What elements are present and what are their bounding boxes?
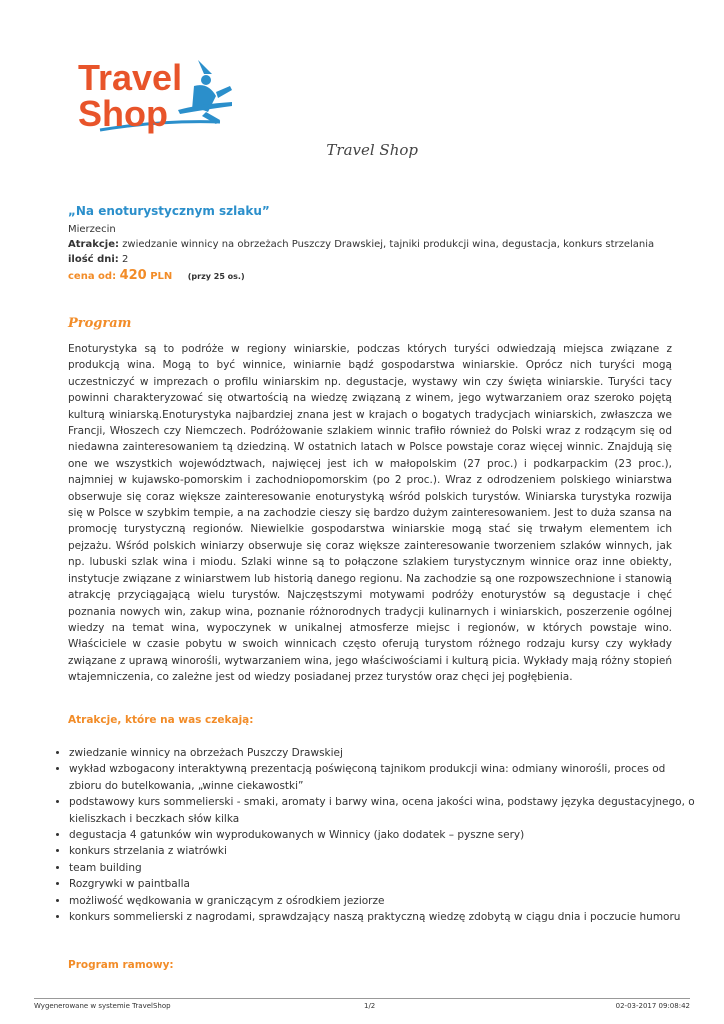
witch-icon xyxy=(178,60,232,124)
attractions-label: Atrakcje: xyxy=(68,239,119,250)
list-item: • podstawowy kurs sommelierski - smaki, aromaty i barwy wina, ocena jakości wina, podstawy języka degustacyjnego, o kieliszkach i beczkach słów kilka xyxy=(69,794,699,827)
list-item: • team building xyxy=(69,860,699,876)
price-note: (przy 25 os.) xyxy=(187,272,245,281)
days-label: ilość dni: xyxy=(68,254,119,265)
logo-line2: Shop xyxy=(78,93,168,134)
offer-attractions xyxy=(68,237,688,252)
footer-page-number: 1/2 xyxy=(364,1002,376,1010)
list-item: • zwiedzanie winnicy na obrzeżach Puszczy Drawskiej xyxy=(69,745,699,761)
offer-days xyxy=(68,252,688,267)
attractions-value: zwiedzanie winnicy na obrzeżach Puszczy Drawskiej, tajniki produkcji wina, degustacja, konkurs strzelania xyxy=(122,239,655,250)
offer-location: Mierzecin xyxy=(68,224,116,235)
price-amount: 420 xyxy=(119,268,147,283)
attractions-list xyxy=(54,745,699,925)
offer-summary xyxy=(68,204,688,286)
footer-timestamp: 02-03-2017 09:08:42 xyxy=(615,1002,690,1010)
attractions-heading: Atrakcje, które na was czekają: xyxy=(68,714,254,726)
offer-title: „Na enoturystycznym szlaku” xyxy=(68,204,270,218)
page-footer xyxy=(34,998,690,1014)
price-currency: PLN xyxy=(150,271,173,282)
days-value: 2 xyxy=(121,254,129,265)
program-ramowy-heading: Program ramowy: xyxy=(68,959,174,971)
offer-price xyxy=(68,267,688,286)
travelshop-logo xyxy=(70,50,240,142)
list-item: • Rozgrywki w paintballa xyxy=(69,876,699,892)
list-item: • konkurs strzelania z wiatrówki xyxy=(69,843,699,859)
list-item: • wykład wzbogacony interaktywną prezentacją poświęconą tajnikom produkcji wina: odmiany winorośli, proces od zbioru do butelkowania, „winne ciekawostki” xyxy=(69,761,699,794)
footer-generated: Wygenerowane w systemie TravelShop xyxy=(34,1002,171,1010)
program-text: Enoturystyka są to podróże w regiony winiarskie, podczas których turyści odwiedzają miejsca związane z produkcją wina. Mogą to być winnice, winiarnie bądź gospodarstwa winiarskie. Oprócz nich turyści mogą uczestniczyć w imprezach o profilu winiarskim np. degustacje, wystawy win czy święta winiarskie. Turyści tacy powinni charakteryzować się otwartością na wiedzę związaną z winem, jego wytwarzaniem oraz szeroko pojętą kulturą winiarską.Enoturystyka najbardziej znana jest w krajach o bogatych tradycjach winiarskich, zwłaszcza we Francji, Włoszech czy Niemczech. Podróżowanie szlakiem winnic trafiło również do Polski wraz z rodzącym się od niedawna zainteresowaniem tą dziedziną. W ostatnich latach w Polsce powstaje coraz więcej winnic. Znajdują się one we wszystkich województwach, najwięcej jest ich w małopolskim (27 proc.) i podkarpackim (23 proc.), najmniej w kujawsko-pomorskim i zachodniopomorskim (po 2 proc.). Wraz z odrodzeniem polskiego winiarstwa obserwuje się coraz większe zainteresowanie enoturystyką wśród polskich turystów. Winiarska turystyka rozwija się w Polsce w szybkim tempie, a na zachodzie cieszy się bardzo dużym zainteresowaniem. Jest to duża szansa na promocję turystyczną regionów. Niewielkie gospodarstwa winiarskie mogą stać się trwałym elementem ich pejzażu. Wśród polskich winiarzy obserwuje się coraz większe zainteresowanie tworzeniem szlaków winnych, jak np. lubuski szlak wina i miodu. Szlaki winne są to połączone szlakiem turystycznym winnice oraz inne obiekty, instytucje związane z winiarstwem lub historią danego regionu. Na zachodzie są one rozpowszechnione i stanowią atrakcję przyciągającą wielu turystów. Najczęstszymi motywami podróży enoturystów są degustacje i chęć poznania nowych win, zakup wina, poznanie różnorodnych tradycji kulinarnych i winiarskich, poszerzenie ogólnej wiedzy na temat wina, wypoczynek w unikalnej atmosferze miejsc i regionów, w których powstaje wino. Właściciele w czasie pobytu w swoich winnicach często oferują turystom różnego rodzaju kursy czy wykłady związane z uprawą winorośli, wytwarzaniem wina, jego właściwościami i kulturą picia. Wykłady mają różny stopień wtajemniczenia, co zależne jest od wiedzy posiadanej przez turystów oraz chęci jej pogłębienia. xyxy=(68,343,672,684)
list-item: • degustacja 4 gatunków win wyprodukowanych w Winnicy (jako dodatek – pyszne sery) xyxy=(69,827,699,843)
price-label: cena od: xyxy=(68,271,117,282)
company-name: Travel Shop xyxy=(326,141,418,159)
program-heading: Program xyxy=(68,316,132,331)
list-item: • możliwość wędkowania w graniczącym z ośrodkiem jeziorze xyxy=(69,893,699,909)
list-item: • konkurs sommelierski z nagrodami, sprawdzający naszą praktyczną wiedzę zdobytą w ciągu dnia i poczucie humoru xyxy=(69,909,699,925)
logo-line1: Travel xyxy=(78,57,183,98)
